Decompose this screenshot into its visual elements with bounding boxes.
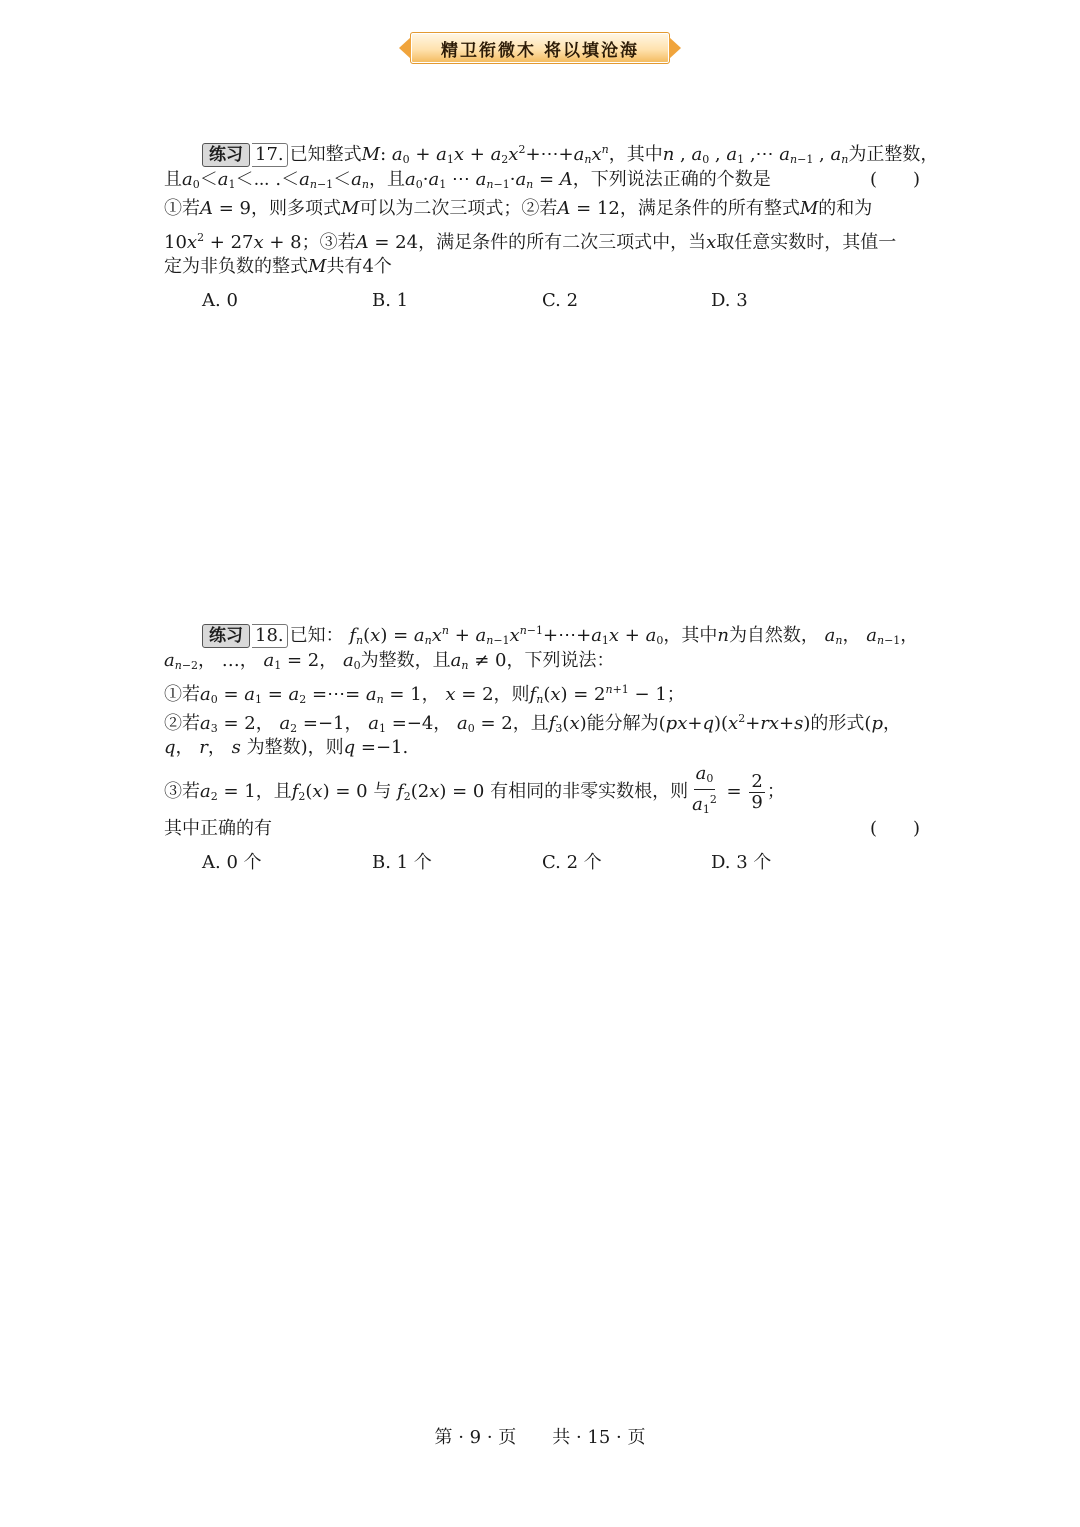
fraction-a0-over-a1-squared: $\frac{a_0}{a_1^2}$ xyxy=(692,763,717,816)
answer-bracket: ( ) xyxy=(869,169,920,190)
option-b[interactable]: B. 1 个 xyxy=(372,852,432,873)
option-b[interactable]: B. 1 xyxy=(372,290,409,311)
question-number: 18. xyxy=(252,624,288,648)
question-number: 17. xyxy=(252,143,288,167)
question-18: 练习 18. 已知： $f_n(x) = a_nx^n$ + $a_{n-1}x^{n-1}+\cdots+a_1x + a_0$，其中n为自然数， $a_n$， $a_{n-1}$， $a_{n-2}$， …， $a_1 = 2$， $a_0$为整数，且$a_n \ne 0$，下列说法： ①若$a_0 = a_1 = a_2$ =⋯= $a_n = 1$， x = 2，则$f_n(x) = 2^{n+1} - 1$； ②若$a_3 = 2$， $a_2 =-1$， $a_1 =-4$， $a_0 = 2$，且$f_3(x)$能分解为$(px+q)(x^2+rx+s)$的形式(p， q， r， s 为整数)，则q =−1. ③若$a_2 = 1$，且$f_2(x) = 0$ 与 $f_2(2x) = 0$ 有相同的非零实数根，则 $\frac{a_0}{a_1^2}$ = $\frac{2}{9}$ ； 其中正确的有 ( ) A. 0 个 B. 1 个 C. 2 个 D. 3 个 xyxy=(164,618,920,878)
exercise-tag: 练习 xyxy=(202,624,250,648)
answer-bracket: ( ) xyxy=(869,818,920,839)
fraction-two-ninths: $\frac{2}{9}$ xyxy=(751,770,763,813)
option-a[interactable]: A. 0 xyxy=(202,290,238,311)
option-d[interactable]: D. 3 xyxy=(711,290,748,311)
option-a[interactable]: A. 0 个 xyxy=(202,852,262,873)
header-banner: 精卫衔微木 将以填沧海 xyxy=(410,32,670,64)
page-footer: 第 · 9 · 页 共 · 15 · 页 xyxy=(434,1427,646,1448)
option-c[interactable]: C. 2 个 xyxy=(542,852,602,873)
option-c[interactable]: C. 2 xyxy=(542,290,579,311)
question-17: 练习 17. 已知整式M: $a_0 + a_1x$ + $a_2x^2+\cdots+a_nx^n$，其中n , $a_0$ , $a_1$ ,⋯ $a_{n-1}$ , $a_n$为正整数， 且$a_0<a_1<\cdots$ $.<a_{n-1}<a_n$，且$a_0\cdot a_1$ ⋯ $a_{n-1}\cdot a_n = A$，下列说法正确的个数是 ( ) ①若A = 9，则多项式M可以为二次三项式；②若A = 12，满足条件的所有整式M的和为 $10x^2 + 27x + 8$；③若A = 24，满足条件的所有二次三项式中，当x取任意实数时，其值一 定为非负数的整式M共有4个 A. 0 B. 1 C. 2 D. 3 xyxy=(164,137,920,317)
option-d[interactable]: D. 3 个 xyxy=(711,852,772,873)
exercise-tag: 练习 xyxy=(202,143,250,167)
